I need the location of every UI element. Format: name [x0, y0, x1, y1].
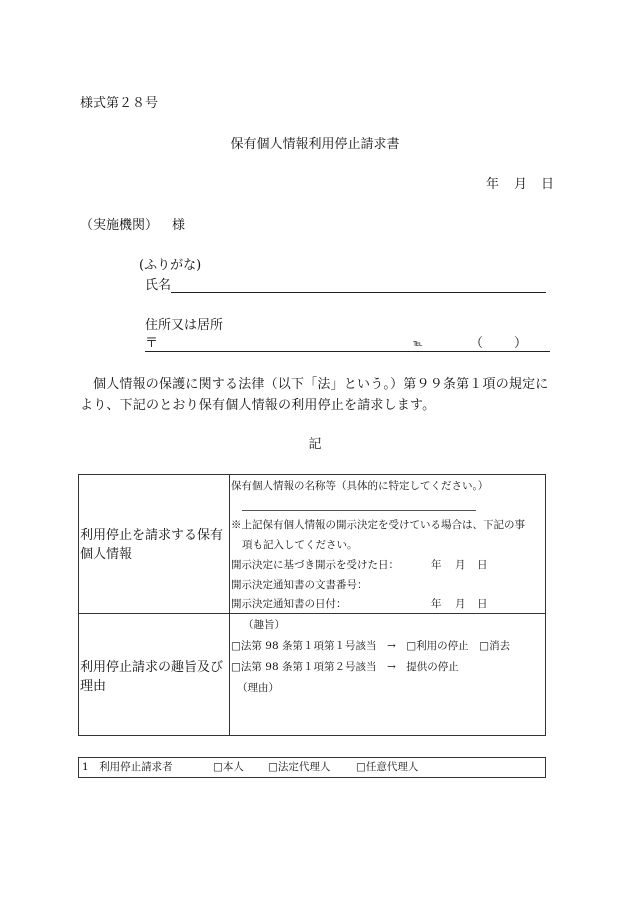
name-label: 氏名 [145, 278, 172, 293]
row1-label-line2: 個人情報 [80, 547, 133, 562]
row2-label-line2: 理由 [80, 679, 107, 694]
date-year: 年 [486, 177, 500, 192]
disclosure-date-month: 月 [455, 559, 466, 571]
note-line2: 項も記入してください。 [242, 539, 358, 551]
notice-date-label: 開示決定通知書の日付： [231, 598, 347, 610]
row2-label-line1: 利用停止請求の趣旨及び [80, 660, 224, 675]
note-line1: ※上記保有個人情報の開示決定を受けている場合は、下記の事 [231, 519, 525, 531]
page-title: 保有個人情報利用停止請求書 [230, 137, 400, 152]
requester-label: 1 利用停止請求者 [82, 761, 173, 773]
row1-label-line1: 利用停止を請求する保有 [80, 528, 224, 543]
name-entry-line [242, 510, 476, 511]
table-column-divider [229, 474, 230, 736]
notice-date-day: 日 [477, 598, 488, 610]
name-underline [171, 292, 546, 293]
requester-voluntary-checkbox[interactable]: □任意代理人 [356, 761, 419, 773]
tel-paren-close: ） [514, 336, 528, 351]
purpose-option2[interactable]: □法第 98 条第１項第２号該当 → 提供の停止 [231, 661, 459, 673]
intro-paragraph: 個人情報の保護に関する法律（以下「法」という。）第９９条第１項の規定により、下記のとおり保有個人情報の利用停止を請求します。 [80, 377, 549, 413]
name-prompt: 保有個人情報の名称等（具体的に特定してください。） [231, 480, 489, 492]
addressee-honorific: 様 [172, 218, 186, 233]
doc-number-label: 開示決定通知書の文書番号： [231, 579, 368, 591]
requester-legal-checkbox[interactable]: □法定代理人 [268, 761, 331, 773]
date-day: 日 [541, 177, 555, 192]
disclosure-date-label: 開示決定に基づき開示を受けた日： [231, 559, 399, 571]
notice-date-month: 月 [455, 598, 466, 610]
table-row-divider [78, 613, 546, 614]
address-underline [145, 351, 550, 352]
tel-paren-open: （ [470, 336, 484, 351]
requester-self-checkbox[interactable]: □本人 [213, 761, 244, 773]
notice-date-year: 年 [431, 598, 442, 610]
furigana-label: (ふりがな) [139, 258, 202, 273]
disclosure-date-year: 年 [431, 559, 442, 571]
purpose-label: （趣旨） [243, 619, 285, 631]
disclosure-date-day: 日 [477, 559, 488, 571]
ki-heading: 記 [308, 437, 322, 452]
date-month: 月 [514, 177, 528, 192]
reason-label: （理由） [237, 682, 279, 694]
address-label: 住所又は居所 [145, 318, 224, 333]
form-number: 様式第２８号 [80, 96, 159, 111]
tel-label: ℡ [413, 339, 423, 349]
purpose-option1[interactable]: □法第 98 条第１項第１号該当 → □利用の停止 □消去 [231, 640, 511, 652]
addressee-agency: （実施機関） [80, 218, 159, 233]
postal-mark: 〒 [145, 336, 159, 351]
